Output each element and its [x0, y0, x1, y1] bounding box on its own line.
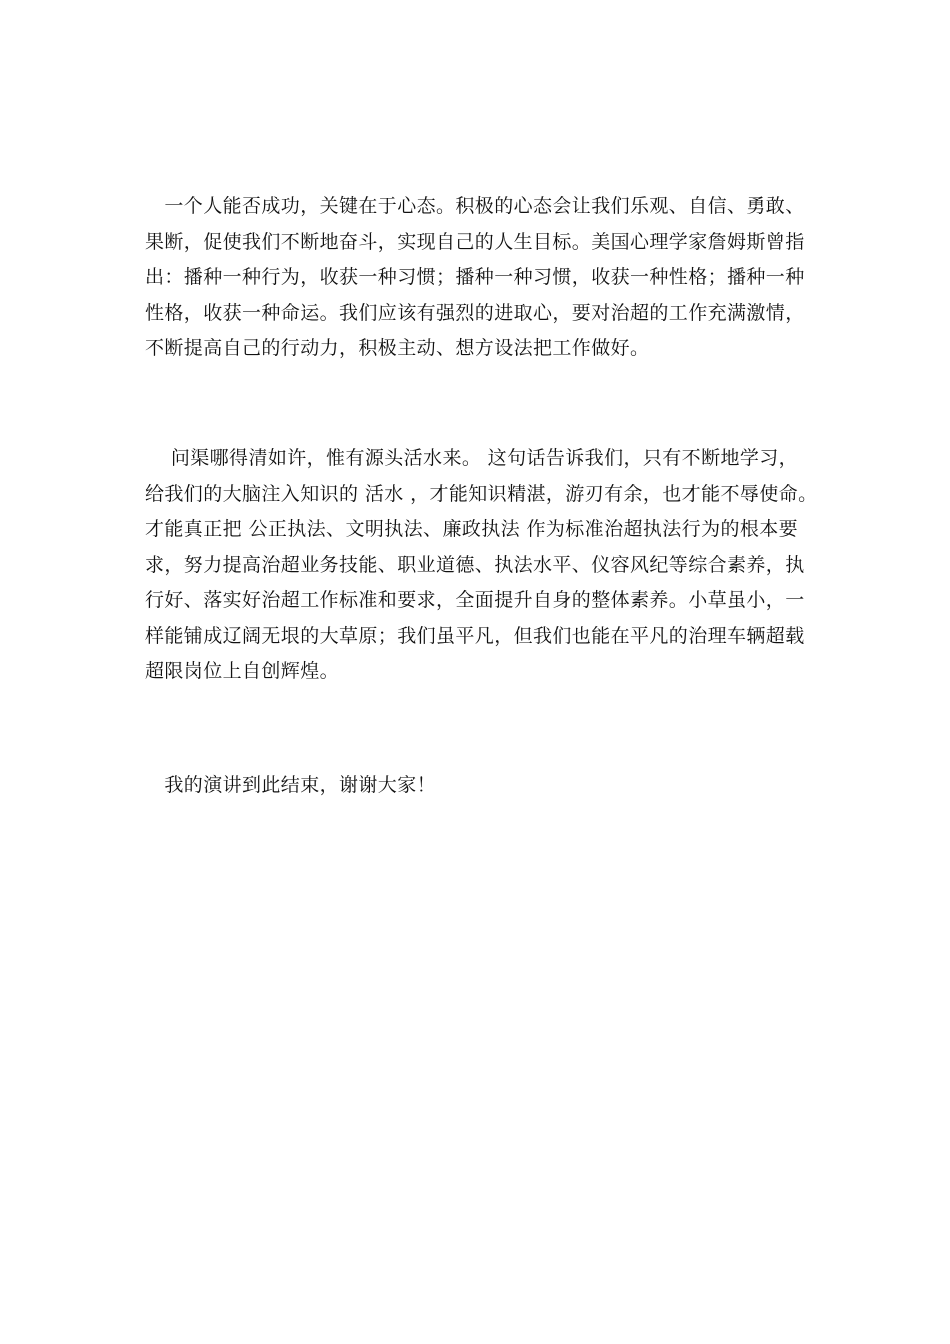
paragraph-line: 超限岗位上自创辉煌。 — [145, 660, 340, 682]
paragraph-line: 给我们的大脑注入知识的 活水 ，才能知识精湛，游刃有余，也才能不辱使命。 — [145, 482, 818, 505]
paragraph-line: 性格，收获一种命运。我们应该有强烈的进取心，要对治超的工作充满激情， — [145, 301, 805, 324]
paragraph-learning — [145, 441, 818, 690]
paragraph-closing — [145, 768, 810, 804]
paragraph-line: 行好、落实好治超工作标准和要求，全面提升自身的整体素养。小草虽小，一 — [145, 589, 805, 611]
paragraph-line: 样能铺成辽阔无垠的大草原；我们虽平凡，但我们也能在平凡的治理车辆超载 — [145, 624, 805, 647]
paragraph-line: 问渠哪得清如许，惟有源头活水来。 这句话告诉我们，只有不断地学习， — [145, 447, 799, 469]
paragraph-line: 我的演讲到此结束，谢谢大家！ — [145, 774, 437, 796]
paragraph-mindset — [145, 189, 810, 367]
paragraph-line: 出：播种一种行为，收获一种习惯；播种一种习惯，收获一种性格；播种一种 — [145, 266, 805, 288]
paragraph-line: 果断，促使我们不断地奋斗，实现自己的人生目标。美国心理学家詹姆斯曾指 — [145, 230, 805, 253]
paragraph-line: 才能真正把 公正执法、文明执法、廉政执法 作为标准治超执法行为的根本要 — [145, 518, 799, 540]
paragraph-line: 求，努力提高治超业务技能、职业道德、执法水平、仪容风纪等综合素养，执 — [145, 553, 805, 576]
paragraph-line: 不断提高自己的行动力，积极主动、想方设法把工作做好。 — [145, 337, 650, 359]
paragraph-line: 一个人能否成功，关键在于心态。积极的心态会让我们乐观、自信、勇敢、 — [145, 195, 805, 217]
